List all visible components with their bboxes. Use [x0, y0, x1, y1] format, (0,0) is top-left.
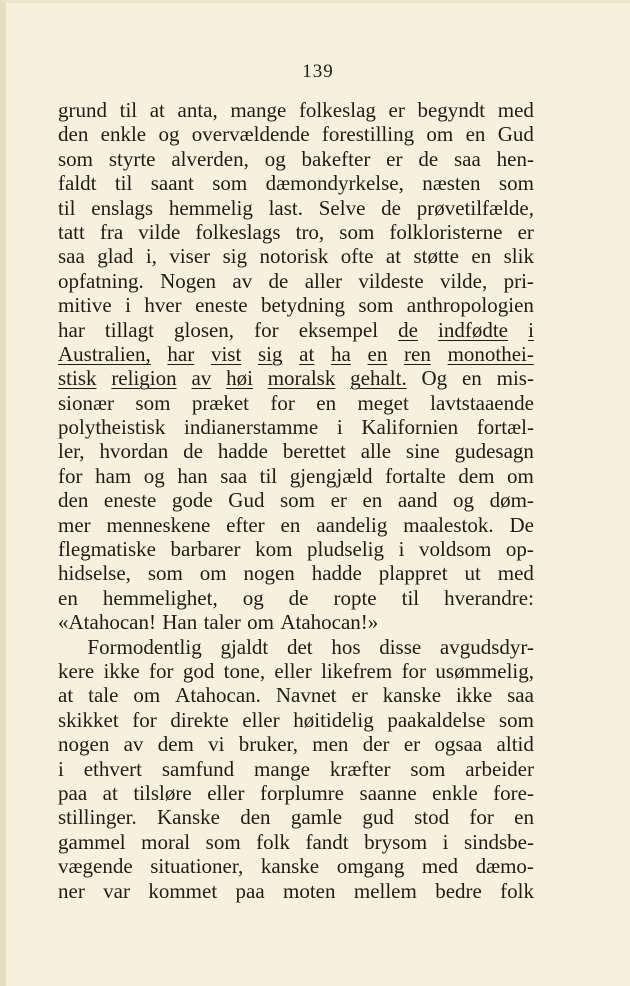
word: vist [210, 341, 242, 366]
word: sig [222, 244, 248, 269]
word: gjengjæld [289, 463, 373, 488]
word: kommet [148, 878, 218, 903]
word: som [358, 293, 394, 318]
word: med [421, 854, 459, 879]
text-line [58, 732, 534, 756]
text-line [58, 805, 534, 829]
text-line [58, 561, 534, 585]
word: høi [226, 366, 253, 391]
word: bruker, [238, 732, 298, 757]
word: eller [242, 707, 280, 732]
text-line [58, 659, 534, 683]
word: at [299, 341, 315, 366]
word: forplumre [260, 780, 344, 805]
text-line [58, 98, 534, 122]
word: til [401, 585, 420, 610]
word: at [149, 98, 165, 122]
text-line [58, 635, 534, 659]
word: til [58, 195, 76, 220]
word: usømmelig, [435, 658, 534, 683]
word: direkte [170, 707, 229, 732]
word: begyndt [417, 98, 486, 122]
word: de [381, 195, 401, 220]
word: for [254, 317, 279, 342]
word: mitive [58, 293, 112, 318]
word: anta, [177, 98, 218, 122]
word: Selve [318, 195, 366, 220]
word: betydning [260, 293, 345, 318]
word: hidselse, [58, 561, 131, 586]
word: en [280, 512, 301, 537]
word: i [336, 415, 343, 440]
word: for [58, 463, 83, 488]
word: de [183, 439, 203, 464]
word: saa [220, 463, 248, 488]
text-line [58, 342, 534, 366]
word: Nogen [160, 268, 217, 293]
word: likefrem [321, 658, 393, 683]
word: pri- [503, 268, 534, 293]
text-line [58, 513, 534, 537]
word: taler [203, 610, 241, 635]
word: situationer, [150, 854, 244, 879]
word: de [288, 585, 309, 610]
word: som [212, 171, 248, 196]
word: maalestok. [403, 512, 494, 537]
word: disse [379, 634, 422, 659]
word: enkle [100, 122, 147, 147]
word: plappret [378, 561, 448, 586]
word: faldt [58, 171, 97, 196]
word: moten [283, 878, 336, 903]
word: tillagt [104, 317, 154, 342]
word: som [498, 171, 534, 196]
word: notorisk [259, 244, 329, 269]
word: hverandre: [444, 585, 534, 610]
word: mellem [353, 878, 417, 903]
word: aandelig [316, 512, 388, 537]
word: ner [58, 878, 85, 903]
word: alverden, [171, 146, 249, 171]
word: i [125, 293, 131, 318]
word: som [135, 390, 171, 415]
text-line [58, 318, 534, 342]
word: kere [58, 658, 95, 683]
text-line [58, 366, 534, 390]
word: enslags [91, 195, 154, 220]
word: om [133, 683, 161, 708]
word: for [148, 658, 174, 683]
word: Gud [228, 488, 265, 513]
word: brysom [364, 829, 428, 854]
word: i [398, 537, 405, 562]
word: men [312, 732, 349, 757]
word: om [507, 463, 534, 488]
word: av [232, 268, 253, 293]
word: tro, [295, 219, 325, 244]
word: som [410, 756, 446, 781]
word: sig [257, 341, 283, 366]
word: hvordan [99, 439, 169, 464]
page-number: 139 [302, 61, 334, 82]
word: ham [95, 463, 132, 488]
word: moral [141, 829, 191, 854]
word: tatt [58, 219, 85, 244]
word: saa [58, 244, 85, 269]
word: for [401, 658, 427, 683]
word: folkloristerne [389, 219, 503, 244]
word: ha [331, 341, 351, 366]
word: støtte [413, 244, 459, 269]
word: lavtstaaende [430, 390, 534, 415]
word: hemmelighet, [102, 585, 218, 610]
word: styrte [108, 146, 156, 171]
word: fore- [493, 780, 534, 805]
word: gammel [58, 829, 126, 854]
word: nogen [243, 561, 295, 586]
word: Atahocan!» [280, 610, 379, 635]
word: fandt [305, 829, 349, 854]
word: sine [405, 439, 440, 464]
text-line [58, 171, 534, 195]
word: hadde [217, 439, 268, 464]
text-line [58, 391, 534, 415]
word: folkeslags [195, 219, 281, 244]
word: saa [507, 683, 534, 708]
word: anthropologien [406, 293, 534, 318]
text-line [58, 122, 534, 146]
text-line [58, 244, 534, 268]
word: vilde [138, 219, 181, 244]
word: eksempel [298, 317, 379, 342]
word: flegmatiske [58, 537, 156, 562]
word: saant [150, 171, 194, 196]
word: han [177, 463, 208, 488]
word: er [403, 732, 421, 757]
word: paa [235, 878, 265, 903]
word: mer [58, 512, 91, 537]
word: nogen [58, 732, 110, 757]
word: i [442, 829, 449, 854]
word: til [119, 98, 138, 122]
word: slik [503, 244, 534, 269]
word: en [58, 585, 78, 610]
word: hadde [311, 561, 362, 586]
word: Kanske [157, 805, 220, 830]
word: vægende [58, 854, 133, 879]
word: den [58, 122, 89, 147]
word: og [158, 122, 180, 147]
word: viser [169, 244, 211, 269]
word: av [123, 732, 144, 757]
word: de [268, 268, 289, 293]
word: Atahocan. [175, 683, 261, 708]
word: folk [256, 829, 290, 854]
word: fortæl- [476, 415, 534, 440]
word: tone, [223, 658, 266, 683]
word: mange [230, 98, 287, 122]
text-line [58, 293, 534, 317]
word: eneste [103, 488, 157, 513]
text-line [58, 147, 534, 171]
word: stisk [58, 366, 97, 391]
word: Australien, [58, 341, 151, 366]
word: berettet [282, 439, 346, 464]
word: paakaldelse [387, 707, 486, 732]
word: menneskene [106, 512, 211, 537]
word: er [330, 488, 347, 513]
word: pludselig [307, 537, 384, 562]
word: er [517, 219, 534, 244]
word: ofte [340, 244, 374, 269]
word: eneste [195, 293, 248, 318]
word: døm- [489, 488, 534, 513]
word: mis- [496, 366, 534, 391]
word: i [528, 317, 534, 342]
word: som [205, 829, 241, 854]
word: kræfter [329, 756, 391, 781]
word: monothei- [447, 341, 534, 366]
word: forestilling [321, 122, 415, 147]
text-line [58, 879, 534, 903]
word: stillinger. [58, 805, 137, 830]
word: «Atahocan! [58, 610, 156, 635]
word: kom [255, 537, 293, 562]
word: de [418, 146, 439, 171]
word: har [167, 341, 195, 366]
text-line [58, 708, 534, 732]
word: gudesagn [454, 439, 534, 464]
word: glosen, [173, 317, 235, 342]
word: er [388, 98, 405, 122]
word: vilde, [440, 268, 488, 293]
word: omgang [336, 854, 405, 879]
text-line [58, 781, 534, 805]
word: arbeider [465, 756, 534, 781]
text-line [58, 464, 534, 488]
word: indfødte [438, 317, 508, 342]
word: av [191, 366, 212, 391]
word: dem [157, 732, 194, 757]
word: for [469, 805, 494, 830]
word: Kalifornien [361, 415, 459, 440]
word: og [453, 488, 475, 513]
word: Han [162, 610, 198, 635]
word: Gud [497, 122, 534, 147]
word: ikke [103, 658, 140, 683]
word: De [509, 512, 534, 537]
word: er [351, 683, 368, 708]
word: høitidelig [293, 707, 374, 732]
word: folkeslag [298, 98, 376, 122]
word: last. [268, 195, 303, 220]
word: dem [458, 463, 495, 488]
word: folk [500, 878, 534, 903]
word: ut [464, 561, 481, 586]
word: de [398, 317, 418, 342]
word: gamle [290, 805, 343, 830]
word: eller [274, 658, 312, 683]
word: hemmelig [168, 195, 253, 220]
word: sindsbe- [463, 829, 534, 854]
word: har [58, 317, 85, 342]
text-line [58, 586, 534, 610]
word: en [465, 122, 486, 147]
text-line [58, 196, 534, 220]
word: moralsk [267, 366, 336, 391]
word: næsten [422, 171, 481, 196]
word: tilsløre [133, 780, 192, 805]
word: det [286, 634, 313, 659]
word: saa [453, 146, 481, 171]
word: er [386, 146, 403, 171]
word: opfatning. [58, 268, 144, 293]
word: skikket [58, 707, 119, 732]
word: ler, [58, 439, 85, 464]
word: som [339, 219, 375, 244]
word: som [280, 488, 316, 513]
word: sionær [58, 390, 115, 415]
word: saanne [359, 780, 417, 805]
word: samfund [161, 756, 235, 781]
word: at [385, 244, 402, 269]
word: ren [404, 341, 431, 366]
word: indianerstamme [184, 415, 319, 440]
word: tale [88, 683, 119, 708]
word: ethvert [83, 756, 142, 781]
word: at [58, 683, 74, 708]
word: fortalte [385, 463, 446, 488]
word: vi [208, 732, 225, 757]
word: altid [496, 732, 534, 757]
word: ikke [456, 683, 493, 708]
word: vildeste [358, 268, 424, 293]
word: og [264, 146, 286, 171]
word: dæmo- [475, 854, 534, 879]
text-line [58, 854, 534, 878]
word: ropte [333, 585, 377, 610]
word: overvældende [191, 122, 310, 147]
word: stod [414, 805, 450, 830]
word: barbarer [170, 537, 241, 562]
word: en [316, 390, 337, 415]
word: enkle [432, 780, 478, 805]
word: mange [254, 756, 310, 781]
word: bedre [435, 878, 482, 903]
word: en [367, 341, 388, 366]
text-line [58, 610, 534, 634]
word: og [242, 585, 264, 610]
text-line [58, 415, 534, 439]
word: en [461, 366, 482, 391]
word: aand [397, 488, 438, 513]
word: op- [505, 537, 534, 562]
word: som [58, 146, 94, 171]
text-line [58, 269, 534, 293]
word: en [514, 805, 534, 830]
text-line [58, 757, 534, 781]
word: god [182, 658, 215, 683]
word: at [102, 780, 118, 805]
text-line [58, 220, 534, 244]
word: præket [191, 390, 249, 415]
word: som [498, 707, 534, 732]
word: prøvetilfælde, [416, 195, 534, 220]
word: Og [421, 366, 448, 391]
word: avgudsdyr- [439, 634, 534, 659]
word: polytheistisk [58, 415, 166, 440]
text-line [58, 488, 534, 512]
word: hver [144, 293, 182, 318]
text-line [58, 439, 534, 463]
word: om [426, 122, 454, 147]
word: dæmondyrkelse, [265, 171, 404, 196]
word: fra [99, 219, 124, 244]
word: gud [362, 805, 394, 830]
word: med [497, 98, 534, 122]
word: hos [331, 634, 361, 659]
word: aller [304, 268, 343, 293]
word: kanske [382, 683, 442, 708]
word: glad [97, 244, 134, 269]
word: en [362, 488, 383, 513]
word: om [247, 610, 275, 635]
word: for [132, 707, 157, 732]
word: religion [111, 366, 177, 391]
word: den [58, 488, 89, 513]
word: gode [171, 488, 213, 513]
word: gehalt. [350, 366, 407, 391]
body-text [58, 98, 534, 903]
word: for [270, 390, 295, 415]
word: gjaldt [220, 634, 269, 659]
word: paa [58, 780, 88, 805]
word: var [103, 878, 130, 903]
word: kanske [260, 854, 320, 879]
text-line [58, 683, 534, 707]
word: meget [357, 390, 409, 415]
word: til [114, 171, 133, 196]
word: med [497, 561, 534, 586]
text-line [58, 830, 534, 854]
word: efter [226, 512, 265, 537]
word: ogsaa [434, 732, 483, 757]
word: Formodentlig [87, 634, 202, 659]
word: hen- [496, 146, 534, 171]
word: som [147, 561, 183, 586]
word: om [199, 561, 227, 586]
word: bakefter [301, 146, 371, 171]
word: voldsom [419, 537, 492, 562]
word: eller [207, 780, 245, 805]
word: der [362, 732, 390, 757]
word: en [471, 244, 492, 269]
word: alle [360, 439, 392, 464]
word: grund [58, 98, 107, 122]
word: Navnet [275, 683, 337, 708]
word: den [240, 805, 271, 830]
word: og [143, 463, 165, 488]
word: i, [145, 244, 157, 269]
word: i [58, 756, 64, 781]
word: til [259, 463, 278, 488]
text-line [58, 537, 534, 561]
